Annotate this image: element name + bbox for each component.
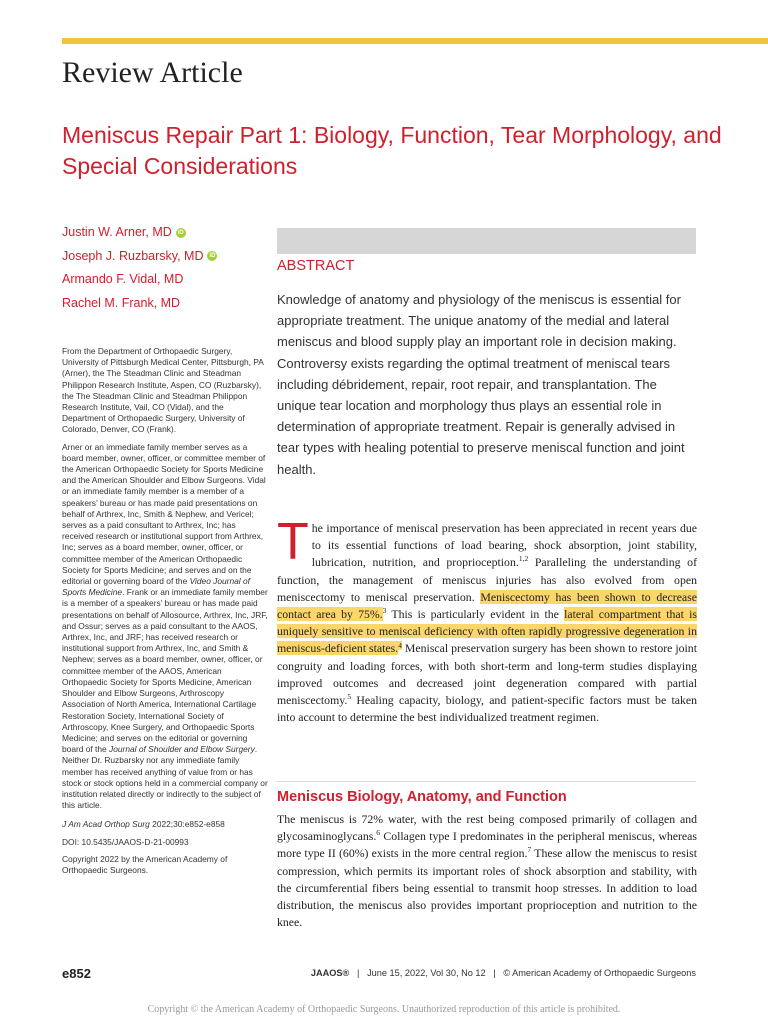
author-name: Armando F. Vidal, MD <box>62 272 184 286</box>
article-title: Meniscus Repair Part 1: Biology, Function, Tear Morphology, and Special Considerations <box>62 122 722 179</box>
copyright-notice: Copyright © the American Academy of Orthopaedic Surgeons. Unauthorized reproduction of this article is prohibited. <box>147 1004 621 1015</box>
author-name: Rachel M. Frank, MD <box>62 295 181 310</box>
publisher: © American Academy of Orthopaedic Surgeons <box>503 968 696 978</box>
reference[interactable]: 5 <box>347 692 352 702</box>
disclosure-note: Arner or an immediate family member serves as a board member, owner, officer, or committee member of the American Orthopaedic Society for Sports Medicine and the American Shoulder and Elbow Surgeons. Vidal or an immediate family member is a member of a speakers’ bureau or has made paid presentations on behalf of Arthrex, Inc, Smith & Nephew, and Vericel; serves as a paid consultant to Arthrex, Inc; has received research or institutional support from Arthrex, Inc; serves as a board member, owner, officer, or committee member of the American Orthopaedic Society for Sports Medicine; and serves and on the editorial or governing board of the Video Journal of Sports Medicine. Frank or an immediate family member is a member of a speakers’ bureau or has made paid presentations on behalf of Allosource, Arthrex, Inc, JRF, and Ossur; serves as a paid consultant to the AAOS, Arthrex, Inc, and JRF; has received research or institutional support from Arthrex, Inc, and Smith & Nephew; serves as a board member, owner, officer, or committee member of the AAOS, American Orthopaedic Society for Sports Medicine, American Shoulder and Elbow Surgeons, Arthroscopy Association of North America, International Cartilage Restoration Society, International Society of Arthroscopy, Knee Surgery, and Orthopaedic Sports Medicine; and serves on the editorial or governing board of the Journal of Shoulder and Elbow Surgery. Neither Dr. Ruzbarsky nor any immediate family member has received anything of value from or has stock or stock options held in a commercial company or institution related directly or indirectly to the subject of this article. <box>62 441 268 811</box>
citation: J Am Acad Orthop Surg 2022;30:e852-e858 <box>62 819 225 830</box>
section-label: Review Article <box>62 56 243 89</box>
page-number: e852 <box>62 966 91 981</box>
intro-paragraph: The importance of meniscal preservation has been appreciated in recent years due to its essential functions of load bearing, shock absorption, joint stability, lubrication, nutrition, and proprioception.$^{1,2}$ Paralleling the understanding of function, the management of meniscus injuries has also evolved from open meniscectomy to meniscal preservation. Meniscectomy has been shown to decrease contact area by 75%.$^3$ This is particularly evident in the lateral compartment that is uniquely sensitive to meniscal deficiency with often rapidly progressive degeneration in meniscus-deficient states.$^4$ Meniscal preservation surgery has been shown to restore joint congruity and loading forces, with both short-term and long-term studies displaying improved outcomes and decreased joint degeneration compared with partial meniscectomy.$^5$ Healing capacity, biology, and patient-specific factors must be taken into account to determine the best individualized treatment regimen. <box>277 513 697 725</box>
reference[interactable]: 1,2 <box>518 554 529 564</box>
section-heading: Meniscus Biology, Anatomy, and Function <box>277 789 567 805</box>
author-item <box>62 245 282 269</box>
abstract-heading: ABSTRACT <box>277 258 355 274</box>
doi[interactable]: DOI: 10.5435/JAAOS-D-21-00993 <box>62 836 189 847</box>
drop-cap: T <box>277 513 309 571</box>
header-accent-bar <box>62 38 768 44</box>
author-list <box>62 221 282 315</box>
author-name: Joseph J. Ruzbarsky, MD <box>62 248 204 263</box>
author-name: Justin W. Arner, MD <box>62 225 172 239</box>
reference[interactable]: 6 <box>376 828 381 838</box>
author-item <box>62 221 282 245</box>
reference[interactable]: 7 <box>527 845 532 855</box>
issue-info: June 15, 2022, Vol 30, No 12 <box>367 968 486 978</box>
orcid-icon[interactable]: iD <box>177 229 184 236</box>
journal-name: JAAOS® <box>310 968 350 978</box>
copyright-note: Copyright 2022 by the American Academy of Orthopaedic Surgeons. <box>62 853 228 875</box>
author-item <box>62 268 282 292</box>
affiliation-note: From the Department of Orthopaedic Surgery, University of Pittsburgh Medical Center, Pittsburgh, PA (Arner), the The Steadman Clinic and Steadman Philippon Research Institute, Aspen, CO (Ruzbarsky), the The Steadman Clinic and Steadman Philippon Research Institute, Vail, CO (Vidal), and the Department of Orthopaedic Surgery, University of Colorado, Denver, CO (Frank). <box>62 346 264 435</box>
reference[interactable]: 3 <box>382 606 387 616</box>
reference[interactable]: 4 <box>398 640 402 650</box>
section-divider <box>277 781 696 782</box>
abstract-text: Knowledge of anatomy and physiology of the meniscus is essential for appropriate treatment. The unique anatomy of the medial and lateral meniscus and blood supply play an important role in decision making. Controversy exists regarding the optimal treatment of meniscal tears including débridement, repair, root repair, and transplantation. The unique tear location and morphology thus plays an essential role in determination of appropriate treatment. Repair is generally advised in tear types with healing potential to preserve meniscal function and joint health. <box>277 292 685 477</box>
biology-paragraph: The meniscus is 72% water, with the rest being composed primarily of collagen and glycosaminoglycans.$^6$ Collagen type I predominates in the peripheral meniscus, whereas more type II (60%) exists in the more central region.$^7$ These allow the meniscus to resist compression, which permits its important roles of shock absorption and stability, with the circumferential fibers being essential to transmit hoop stresses. In addition to load distribution, the meniscus also provides important proprioception and nutrition to the knee. <box>277 812 697 930</box>
orcid-icon[interactable]: iD <box>209 253 216 260</box>
sidebar-notes <box>62 346 268 882</box>
highlight: lateral compartment that is uniquely sensitive to meniscal deficiency with often rapidly progressive degeneration in meniscus-deficient states. <box>277 607 697 656</box>
journal-footer: JAAOS® | June 15, 2022, Vol 30, No 12 | © American Academy of Orthopaedic Surgeons <box>310 968 696 978</box>
author-item <box>62 292 282 316</box>
abstract-divider-bar <box>277 228 696 254</box>
highlight: Meniscectomy has been shown to decrease contact area by 75%. <box>277 589 697 622</box>
